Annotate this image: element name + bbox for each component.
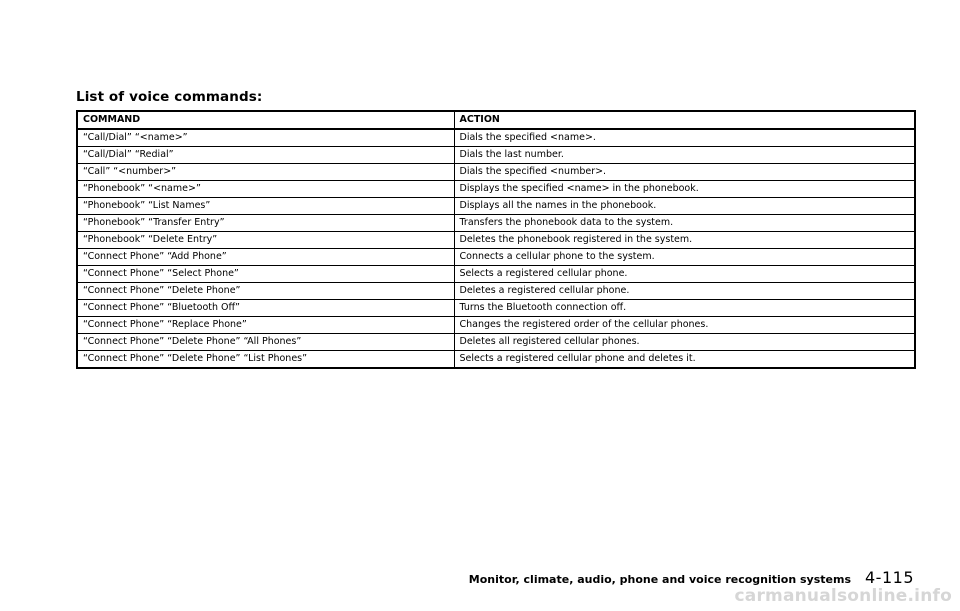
command-cell: “Connect Phone” “Select Phone” bbox=[77, 266, 454, 283]
action-cell: Deletes all registered cellular phones. bbox=[454, 334, 915, 351]
table-row bbox=[77, 300, 915, 317]
action-cell: Displays the specified <name> in the phonebook. bbox=[454, 181, 915, 198]
command-cell: “Connect Phone” “Bluetooth Off” bbox=[77, 300, 454, 317]
table-row bbox=[77, 317, 915, 334]
command-cell: “Connect Phone” “Add Phone” bbox=[77, 249, 454, 266]
table-row bbox=[77, 164, 915, 181]
page-number: 4-115 bbox=[865, 568, 914, 587]
action-cell: Connects a cellular phone to the system. bbox=[454, 249, 915, 266]
command-cell: “Phonebook” “List Names” bbox=[77, 198, 454, 215]
command-cell: “Phonebook” “Transfer Entry” bbox=[77, 215, 454, 232]
table-row bbox=[77, 198, 915, 215]
action-cell: Dials the specified <number>. bbox=[454, 164, 915, 181]
table-row bbox=[77, 249, 915, 266]
table-row bbox=[77, 334, 915, 351]
action-cell: Selects a registered cellular phone. bbox=[454, 266, 915, 283]
watermark: carmanualsonline.info bbox=[734, 586, 952, 606]
command-cell: “Connect Phone” “Delete Phone” “All Phones” bbox=[77, 334, 454, 351]
command-cell: “Connect Phone” “Delete Phone” “List Phones” bbox=[77, 351, 454, 369]
table-row bbox=[77, 215, 915, 232]
section-heading: List of voice commands: bbox=[76, 89, 263, 105]
table-row bbox=[77, 129, 915, 147]
column-header-command: COMMAND bbox=[77, 111, 454, 129]
page-footer bbox=[469, 568, 914, 587]
table-header-row bbox=[77, 111, 915, 129]
action-cell: Changes the registered order of the cellular phones. bbox=[454, 317, 915, 334]
table-row bbox=[77, 232, 915, 249]
voice-commands-table bbox=[76, 110, 916, 369]
command-cell: “Call/Dial” “Redial” bbox=[77, 147, 454, 164]
footer-section-title: Monitor, climate, audio, phone and voice recognition systems bbox=[468, 573, 851, 586]
action-cell: Transfers the phonebook data to the system. bbox=[454, 215, 915, 232]
column-header-action: ACTION bbox=[454, 111, 915, 129]
action-cell: Dials the last number. bbox=[454, 147, 915, 164]
action-cell: Selects a registered cellular phone and deletes it. bbox=[454, 351, 915, 369]
command-cell: “Phonebook” “Delete Entry” bbox=[77, 232, 454, 249]
table-row bbox=[77, 283, 915, 300]
table-row bbox=[77, 181, 915, 198]
action-cell: Dials the specified <name>. bbox=[454, 129, 915, 147]
table-row bbox=[77, 266, 915, 283]
action-cell: Deletes a registered cellular phone. bbox=[454, 283, 915, 300]
table-row bbox=[77, 351, 915, 369]
action-cell: Displays all the names in the phonebook. bbox=[454, 198, 915, 215]
action-cell: Turns the Bluetooth connection off. bbox=[454, 300, 915, 317]
action-cell: Deletes the phonebook registered in the system. bbox=[454, 232, 915, 249]
command-cell: “Call” “<number>” bbox=[77, 164, 454, 181]
command-cell: “Call/Dial” “<name>” bbox=[77, 129, 454, 147]
command-cell: “Connect Phone” “Delete Phone” bbox=[77, 283, 454, 300]
table-row bbox=[77, 147, 915, 164]
command-cell: “Phonebook” “<name>” bbox=[77, 181, 454, 198]
command-cell: “Connect Phone” “Replace Phone” bbox=[77, 317, 454, 334]
